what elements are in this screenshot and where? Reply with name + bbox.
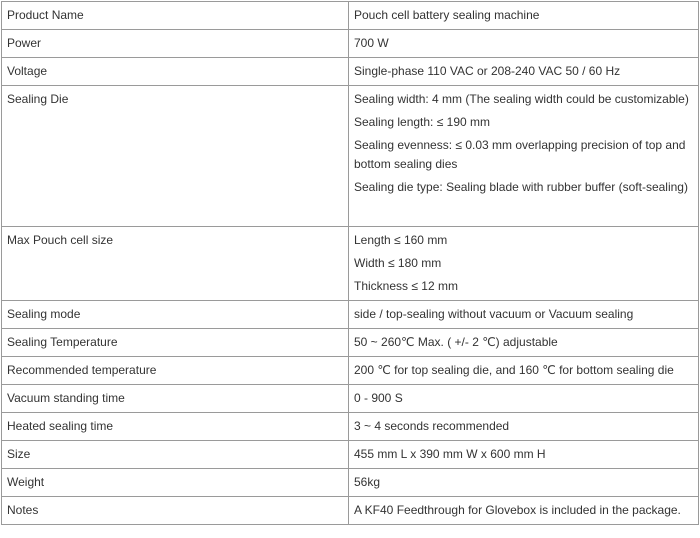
width-line: Width ≤ 180 mm [354,256,442,270]
spec-row-size [2,441,699,469]
spec-label: Heated sealing time [2,413,349,441]
spec-row-max-pouch-cell-size [2,227,699,301]
spec-row-voltage [2,58,699,86]
spec-value: side / top-sealing without vacuum or Vacuum sealing [349,301,699,329]
spec-label: Power [2,30,349,58]
sealing-length-line: Sealing length: ≤ 190 mm [354,115,490,129]
specifications-table [1,1,699,525]
spec-label: Vacuum standing time [2,385,349,413]
spec-value: Pouch cell battery sealing machine [349,2,699,30]
spec-value: 700 W [349,30,699,58]
spec-label: Max Pouch cell size [2,227,349,301]
spec-label: Sealing Temperature [2,329,349,357]
spec-label: Sealing mode [2,301,349,329]
spec-value: 200 ℃ for top sealing die, and 160 ℃ for bottom sealing die [349,357,699,385]
spec-value: 50 ~ 260℃ Max. ( +/- 2 ℃) adjustable [349,329,699,357]
sealing-evenness-line: Sealing evenness: ≤ 0.03 mm overlapping precision of top and bottom sealing dies [354,138,686,171]
spec-label: Recommended temperature [2,357,349,385]
spec-row-product-name [2,2,699,30]
spec-value: 3 ~ 4 seconds recommended [349,413,699,441]
spec-value: 0 - 900 S [349,385,699,413]
length-line: Length ≤ 160 mm [354,233,448,247]
spec-value: Single-phase 110 VAC or 208-240 VAC 50 / 60 Hz [349,58,699,86]
spec-value: 455 mm L x 390 mm W x 600 mm H [349,441,699,469]
spec-row-sealing-die [2,86,699,227]
spec-row-notes [2,497,699,525]
spec-row-vacuum-standing-time [2,385,699,413]
spec-label: Sealing Die [2,86,349,227]
spec-value-list [349,227,699,301]
sealing-die-type-line: Sealing die type: Sealing blade with rubber buffer (soft-sealing) [354,180,688,194]
spec-label: Product Name [2,2,349,30]
sealing-width-line: Sealing width: 4 mm (The sealing width could be customizable) [354,92,689,106]
spec-label: Weight [2,469,349,497]
spec-row-heated-sealing-time [2,413,699,441]
spec-value-list [349,86,699,227]
spec-row-recommended-temperature [2,357,699,385]
spec-value: 56kg [349,469,699,497]
thickness-line: Thickness ≤ 12 mm [354,279,458,293]
spec-row-sealing-temperature [2,329,699,357]
spec-row-sealing-mode [2,301,699,329]
spec-row-weight [2,469,699,497]
spec-value: A KF40 Feedthrough for Glovebox is included in the package. [349,497,699,525]
spec-row-power [2,30,699,58]
spec-label: Notes [2,497,349,525]
spec-label: Voltage [2,58,349,86]
spec-label: Size [2,441,349,469]
